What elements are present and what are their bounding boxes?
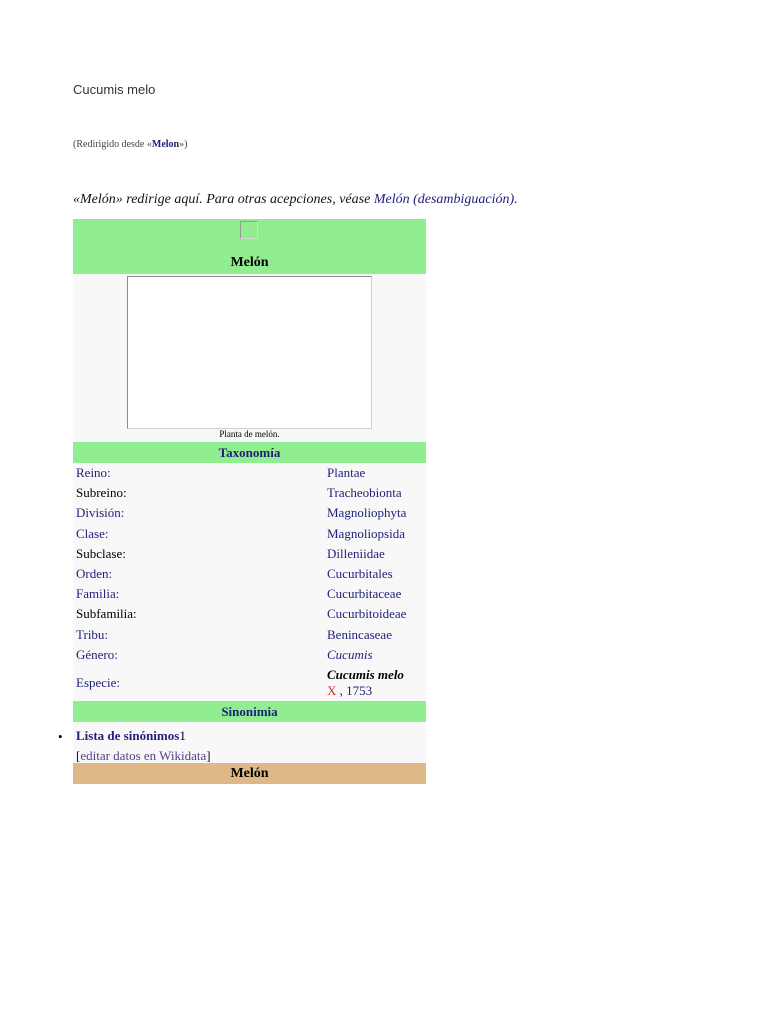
species-name: Cucumis melo [327,666,404,682]
infobox-title: Melón [230,255,269,270]
rank-label-genero[interactable]: Género: [76,646,118,662]
rank-value-orden[interactable]: Cucurbitales [327,566,393,582]
rank-value-tribu[interactable]: Benincaseae [327,626,392,642]
rank-value-subfamilia[interactable]: Cucurbitoideae [327,606,407,622]
redirect-source-link[interactable]: Melon [151,139,180,150]
table-row [73,503,426,523]
rank-label-clase[interactable]: Clase: [76,525,109,541]
taxobox [58,219,426,784]
rank-value-clase[interactable]: Magnoliopsida [327,525,405,541]
rank-value-familia[interactable]: Cucurbitaceae [327,586,402,602]
rank-value-division[interactable]: Magnoliophyta [327,505,407,521]
redirect-note [73,139,187,150]
edit-wikidata-link[interactable]: editar datos en Wikidata [80,747,207,763]
authority-redlink[interactable]: X [327,682,337,698]
rank-value-subclase[interactable]: Dilleniidae [327,545,385,561]
wikidata-close-bracket: ] [206,747,211,763]
rank-label-especie[interactable]: Especie: [76,674,121,690]
table-row [73,625,426,645]
rank-value-genero[interactable]: Cucumis [327,646,373,662]
rank-label-subclase: Subclase: [76,545,126,561]
table-row [73,483,426,503]
hatnote-text: «Melón» redirige aquí. Para otras acepciones, véase [73,192,374,207]
synonymy-header[interactable]: Sinonimia [73,701,426,722]
table-row [73,544,426,564]
rank-label-reino[interactable]: Reino: [76,465,111,481]
table-row [73,564,426,584]
synonymy-area [58,722,426,763]
wikidata-edit [76,748,211,764]
page-title: Cucumis melo [73,82,156,97]
rank-label-division[interactable]: División: [76,505,125,521]
rank-label-tribu[interactable]: Tribu: [76,626,109,642]
table-row [73,584,426,604]
species-authority [327,683,423,699]
redirect-prefix: (Redirigido desde « [73,139,152,150]
image-area [73,274,426,442]
species-cell [324,665,426,701]
rank-label-subreino: Subreino: [76,485,127,501]
plant-image[interactable] [127,276,372,429]
taxonomy-header[interactable]: Taxonomía [73,442,426,463]
broken-image-icon [240,221,258,239]
infobox-header [73,219,426,274]
authority-year: , 1753 [336,682,373,698]
hatnote [73,192,518,208]
rank-label-orden[interactable]: Orden: [76,566,113,582]
table-row [73,645,426,665]
hatnote-end: . [514,192,518,207]
table-row [73,665,426,701]
disambiguation-link[interactable]: Melón (desambiguación) [373,192,515,207]
wikidata-open-bracket: [ [76,747,81,763]
redirect-suffix: ») [179,139,188,150]
image-caption: Planta de melón. [219,429,280,439]
table-row [73,524,426,544]
bullet-icon: • [58,728,63,744]
synonym-list-label[interactable]: Lista de sinónimos [76,727,180,743]
synonym-ref[interactable]: 1 [179,727,186,743]
table-row [73,463,426,483]
taxonomy-table [73,463,426,701]
rank-label-familia[interactable]: Familia: [76,586,120,602]
infobox-footer: Melón [73,763,426,784]
rank-value-subreino[interactable]: Tracheobionta [327,485,402,501]
synonym-list-item[interactable] [76,728,186,744]
rank-value-reino[interactable]: Plantae [327,465,366,481]
table-row [73,604,426,624]
rank-label-subfamilia: Subfamilia: [76,606,137,622]
